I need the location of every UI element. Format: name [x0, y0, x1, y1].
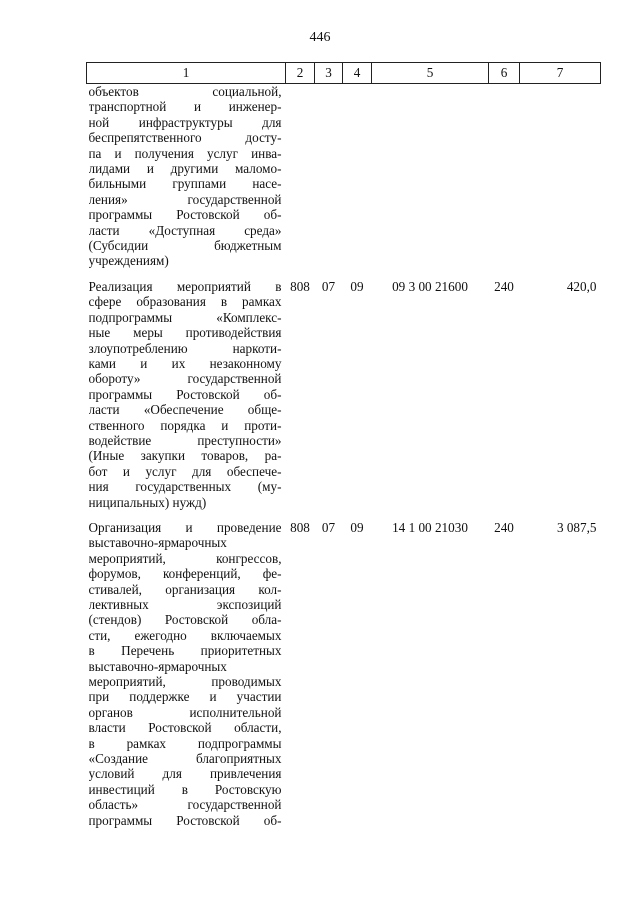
row-subsection	[343, 84, 372, 269]
description-line: (Субсидии бюджетным	[88, 238, 282, 254]
row-description	[87, 510, 286, 828]
description-line: область» государственной	[88, 797, 282, 813]
page-number: 446	[309, 30, 331, 45]
header-cell-section: 3	[315, 63, 343, 84]
row-amount: 3 087,5	[556, 519, 597, 535]
table-row	[87, 84, 601, 269]
description-line: (стендов) Ростовской обла-	[88, 612, 282, 628]
description-line: стивалей, организация кол-	[88, 581, 282, 597]
row-section: 07	[321, 519, 336, 535]
row-section: 07	[321, 278, 336, 294]
description-line: ления» государственной	[88, 191, 282, 207]
description-line: ные меры противодействия	[88, 325, 282, 341]
header-cell-ministry: 2	[286, 63, 315, 84]
description-line: ласти «Доступная среда»	[88, 222, 282, 238]
description-line: в Перечень приоритетных	[88, 643, 282, 659]
description-line: па и получения услуг инва-	[88, 145, 282, 161]
row-amount: 420,0	[566, 278, 597, 294]
description-line: власти Ростовской области,	[88, 720, 282, 736]
row-ministry: 808	[290, 278, 310, 294]
header-cell-description: 1	[87, 63, 286, 84]
description-line: Организация и проведение	[88, 519, 282, 535]
description-line: водействие преступности»	[88, 432, 282, 448]
description-line: сфере образования в рамках	[88, 294, 282, 310]
description-line: (Иные закупки товаров, ра-	[88, 448, 282, 464]
description-line: инвестиций в Ростовскую	[88, 781, 282, 797]
description-line: ственного порядка и проти-	[88, 417, 282, 433]
description-line: обороту» государственной	[88, 371, 282, 387]
description-line: условий для привлечения	[88, 766, 282, 782]
description-line: «Создание благоприятных	[88, 751, 282, 767]
description-line: бильными группами насе-	[88, 176, 282, 192]
row-target-article: 09 3 00 21600	[392, 278, 468, 294]
row-amount	[520, 84, 601, 269]
row-expense-type	[489, 84, 520, 269]
row-ministry: 808	[290, 519, 310, 535]
budget-table	[86, 62, 601, 828]
description-line: лидами и другими маломо-	[88, 161, 282, 177]
description-line: форумов, конференций, фе-	[88, 566, 282, 582]
row-section	[315, 84, 343, 269]
description-line: программы Ростовской об-	[88, 207, 282, 223]
row-description	[87, 84, 286, 269]
description-line: ками и их незаконному	[88, 355, 282, 371]
description-line: при поддержке и участии	[88, 689, 282, 705]
header-cell-amount: 7	[520, 63, 601, 84]
description-line: объектов социальной,	[88, 84, 282, 99]
row-ministry	[286, 84, 315, 269]
description-line: учреждениям)	[88, 253, 169, 269]
header-cell-target-article: 5	[372, 63, 489, 84]
row-subsection: 09	[350, 519, 364, 535]
description-line: сти, ежегодно включаемых	[88, 627, 282, 643]
description-line: лективных экспозиций	[88, 597, 282, 612]
description-line: выставочно-ярмарочных	[88, 535, 227, 551]
description-line: бот и услуг для обеспече-	[88, 463, 282, 479]
description-line: ния государственных (му-	[88, 479, 282, 495]
row-target-article	[372, 84, 489, 269]
header-cell-subsection: 4	[343, 63, 372, 84]
table-row	[87, 510, 601, 828]
description-line: мероприятий, проводимых	[88, 674, 282, 690]
row-subsection: 09	[350, 278, 364, 294]
description-line: транспортной и инженер-	[88, 99, 282, 115]
description-line: в рамках подпрограммы	[88, 735, 282, 751]
description-line: программы Ростовской об-	[88, 386, 282, 402]
table-row	[87, 269, 601, 510]
row-expense-type: 240	[494, 278, 514, 294]
row-expense-type: 240	[494, 519, 514, 535]
row-description	[87, 269, 286, 510]
description-line: Реализация мероприятий в	[88, 278, 282, 294]
description-line: подпрограммы «Комплекс-	[88, 309, 282, 325]
description-line: ной инфраструктуры для	[88, 114, 282, 130]
description-line: ниципальных) нужд)	[88, 494, 207, 510]
description-line: органов исполнительной	[88, 704, 282, 720]
description-line: злоупотреблению наркоти-	[88, 340, 282, 356]
header-cell-expense-type: 6	[489, 63, 520, 84]
header-row	[87, 63, 601, 84]
description-line: программы Ростовской об-	[88, 812, 282, 828]
description-line: мероприятий, конгрессов,	[88, 550, 282, 566]
description-line: ласти «Обеспечение обще-	[88, 402, 282, 418]
description-line: беспрепятственного досту-	[88, 130, 282, 146]
description-line: выставочно-ярмарочных	[88, 658, 227, 674]
row-target-article: 14 1 00 21030	[392, 519, 468, 535]
